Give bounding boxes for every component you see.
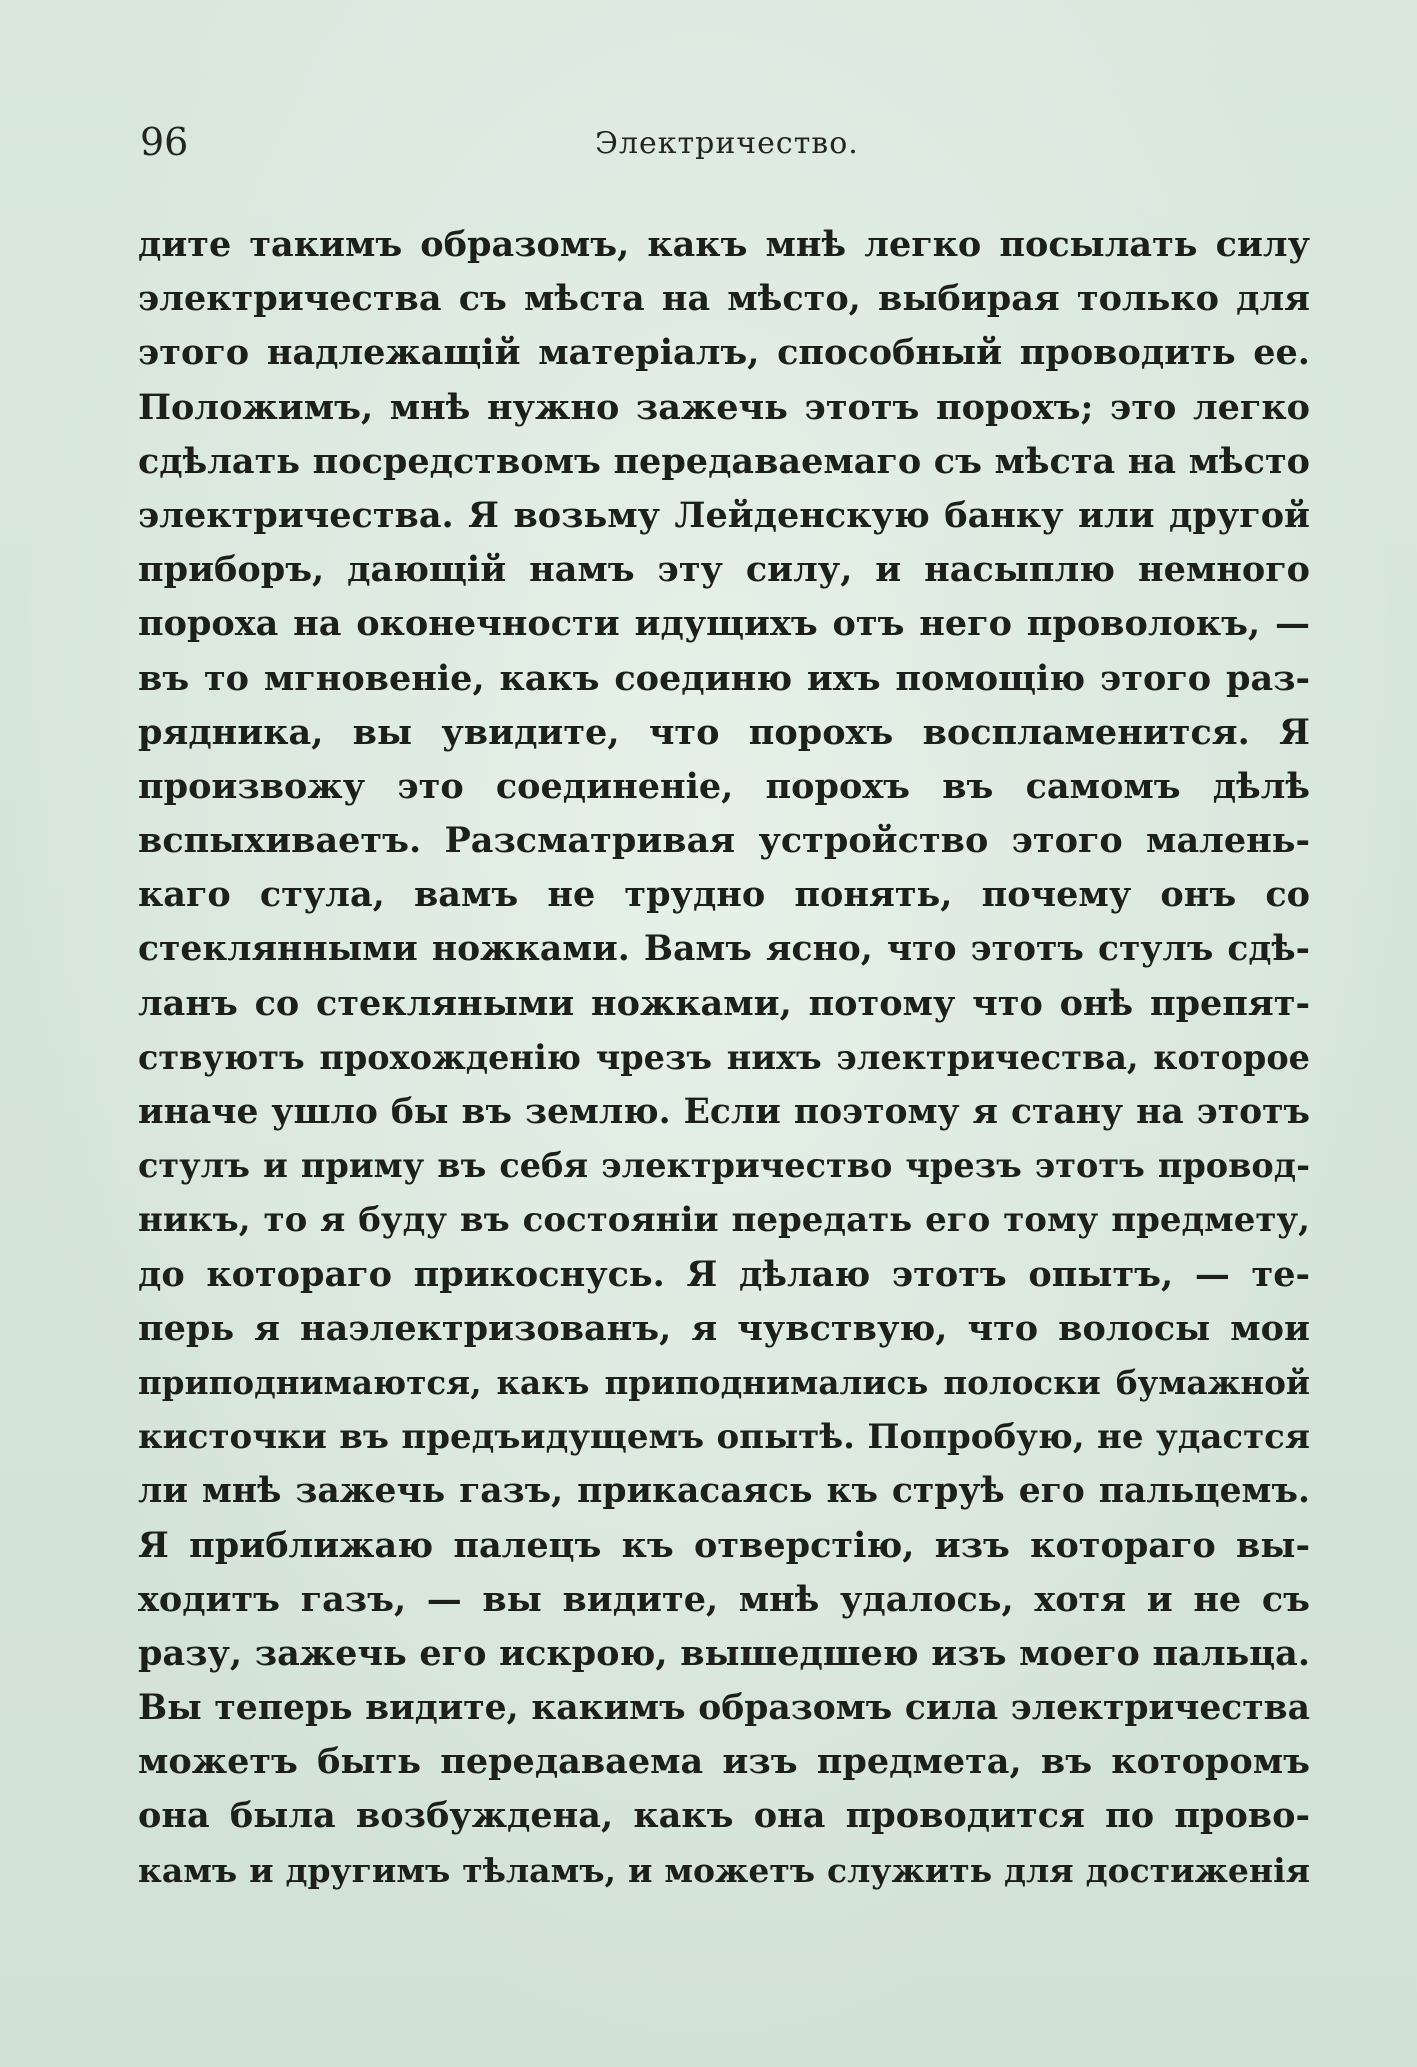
text-line: электричества. Я возьму Лейденскую банку или другой [138,494,1310,536]
text-line: камъ и другимъ тѣламъ, и можетъ служить для достиженія [138,1850,1310,1890]
text-line: можетъ быть передаваема изъ предмета, въ которомъ [138,1741,1310,1783]
text-line: пороха на оконечности идущихъ отъ него проволокъ, — [138,603,1310,645]
text-line: электричества съ мѣста на мѣсто, выбирая только для [138,278,1310,320]
text-line: ли мнѣ зажечь газъ, прикасаясь къ струѣ его пальцемъ. [138,1471,1310,1512]
running-title: Электричество. [595,126,859,161]
text-line: ствуютъ прохожденію чрезъ нихъ электричества, которое [138,1037,1310,1077]
text-line: разу, зажечь его искрою, вышедшею изъ моего пальца. [138,1632,1310,1674]
text-line: Я приближаю палецъ къ отверстію, изъ котораго вы- [138,1524,1310,1566]
text-line: до котораго прикоснусь. Я дѣлаю этотъ опытъ, — те- [138,1253,1310,1295]
text-line: кисточки въ предъидущемъ опытѣ. Попробую, не удастся [138,1417,1310,1458]
text-line: Положимъ, мнѣ нужно зажечь этотъ порохъ; это легко [138,386,1310,428]
text-line: дите такимъ образомъ, какъ мнѣ легко посылать силу [138,224,1310,265]
text-line: каго стула, вамъ не трудно понять, почему онъ со [138,874,1310,916]
text-line: этого надлежащій матеріалъ, способный проводить ее. [138,332,1310,374]
text-line: иначе ушло бы въ землю. Если поэтому я стану на этотъ [138,1092,1310,1132]
text-line: рядника, вы увидите, что порохъ воспламенится. Я [138,711,1310,753]
text-line: никъ, то я буду въ состояніи передать его тому предмету, [138,1200,1310,1241]
text-line: Вы теперь видите, какимъ образомъ сила электричества [138,1688,1310,1729]
text-line: перь я наэлектризованъ, я чувствую, что волосы мои [138,1307,1310,1349]
text-line: она была возбуждена, какъ она проводится по прово- [138,1795,1310,1837]
body-text [138,218,1310,1898]
text-line: въ то мгновеніе, какъ соединю ихъ помощію этого раз- [138,657,1310,699]
text-line: стулъ и приму въ себя электричество чрезъ этотъ провод- [138,1146,1310,1186]
running-head [140,116,1310,176]
text-line: приборъ, дающій намъ эту силу, и насыплю немного [138,549,1310,591]
text-line: произвожу это соединеніе, порохъ въ самомъ дѣлѣ [138,765,1310,807]
page-number: 96 [140,120,189,164]
text-line: стеклянными ножками. Вамъ ясно, что этотъ стулъ сдѣ- [138,929,1310,970]
text-line: приподнимаются, какъ приподнимались полоски бумажной [138,1362,1310,1402]
text-line: ланъ со стекляными ножками, потому что онѣ препят- [138,982,1310,1024]
text-line: ходитъ газъ, — вы видите, мнѣ удалось, хотя и не съ [138,1578,1310,1620]
text-line: вспыхиваетъ. Разсматривая устройство этого малень- [138,820,1310,862]
text-line: сдѣлать посредствомъ передаваемаго съ мѣста на мѣсто [138,440,1310,482]
